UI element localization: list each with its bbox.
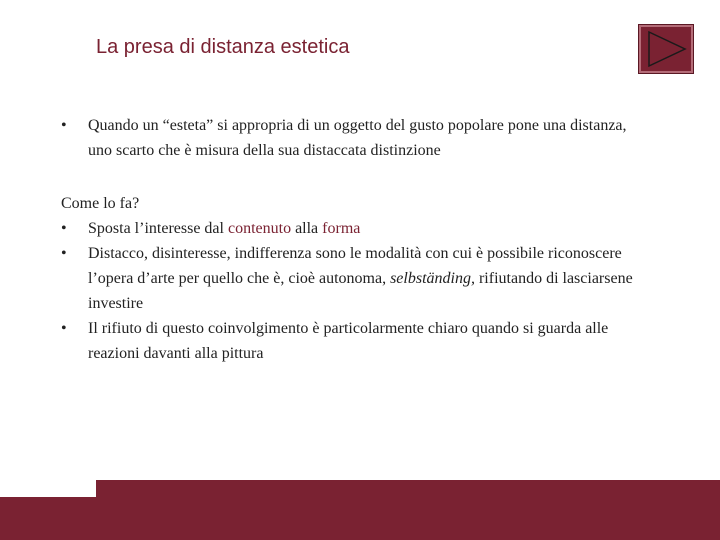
- section-heading: Come lo fa?: [61, 195, 140, 212]
- slide-body: [61, 113, 651, 366]
- highlight-contenuto: contenuto: [227, 220, 292, 237]
- bullet-text: Quando un “esteta” si appropria di un oggetto del gusto popolare pone una distanza, uno scarto che è misura della sua distaccata distinzione: [88, 117, 627, 159]
- list-item: [61, 216, 651, 241]
- footer-strip: [0, 497, 96, 540]
- bullet-text: Il rifiuto di questo coinvolgimento è particolarmente chiaro quando si guarda alle reazioni davanti alla pittura: [88, 320, 609, 362]
- footer-bar: [96, 480, 720, 540]
- list-item: [61, 316, 651, 366]
- bullet-text-before: Distacco, disinteresse, indifferenza sono le modalità con cui è possibile riconoscere l’opera d’arte per quello che è, cioè autonoma,: [88, 245, 622, 287]
- slide-title: La presa di distanza estetica: [96, 36, 350, 58]
- bullet-text-after: rifiutando di lasciarsene investire: [88, 270, 633, 312]
- next-slide-button[interactable]: [638, 24, 694, 74]
- list-item: [61, 241, 651, 316]
- list-item: [61, 113, 651, 163]
- bullet-dot: •: [61, 117, 67, 134]
- italic-term: selbständing,: [390, 270, 475, 287]
- bullet-dot: •: [61, 245, 67, 262]
- play-triangle-icon: [647, 30, 687, 68]
- highlight-forma: forma: [322, 220, 361, 237]
- bullet-text-middle: alla: [291, 220, 323, 237]
- bullet-dot: •: [61, 320, 67, 337]
- bullet-dot: •: [61, 220, 67, 237]
- bullet-text-before: Sposta l’interesse dal: [88, 220, 228, 237]
